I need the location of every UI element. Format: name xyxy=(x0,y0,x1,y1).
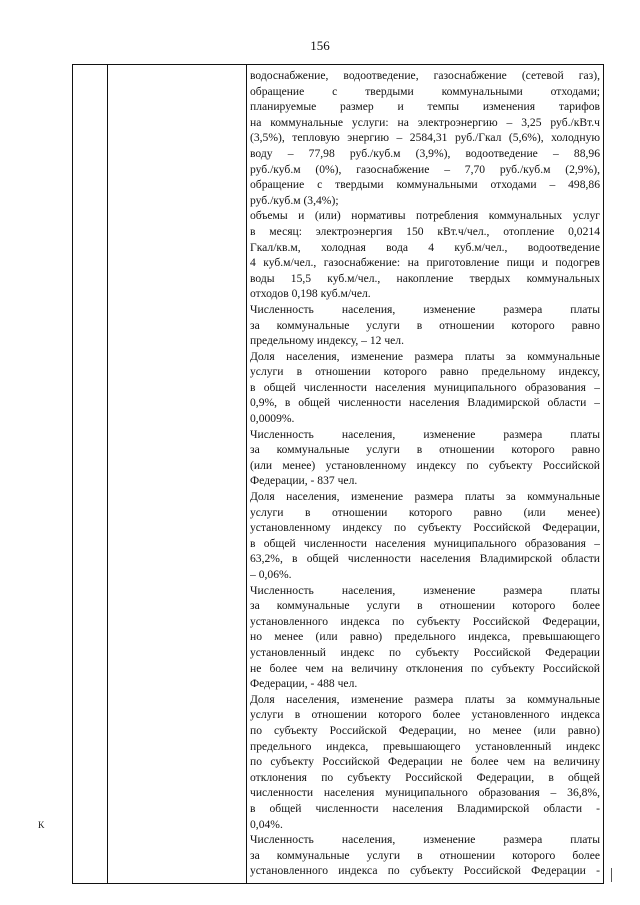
table-column-divider-2 xyxy=(246,64,247,884)
text-line: Численность населения, изменение размера платы xyxy=(250,583,600,597)
text-line: за коммунальные услуги в отношении которого равно xyxy=(250,318,600,332)
page-number: 156 xyxy=(310,38,330,53)
text-line: в месяц: электроэнергия 150 кВт.ч/чел., отопление 0,0214 xyxy=(250,224,600,238)
text-line: – 0,06%. xyxy=(250,568,292,581)
text-line: Доля населения, изменение размера платы за коммунальные xyxy=(250,490,600,504)
text-line: за коммунальные услуги в отношении которого равно xyxy=(250,443,600,457)
text-line: Доля населения, изменение размера платы за коммунальные xyxy=(250,349,600,363)
table-cell-text xyxy=(250,68,600,879)
text-line: (или менее) установленному индексу по субъекту Российской xyxy=(250,458,600,472)
text-line: 4 куб.м/чел., газоснабжение: на приготовление пищи и подогрев xyxy=(250,256,600,270)
text-line: Численность населения, изменение размера платы xyxy=(250,833,600,847)
margin-mark: K xyxy=(38,820,45,830)
text-line: услуги в отношении которого более установленного индекса xyxy=(250,708,600,722)
text-line: за коммунальные услуги в отношении которого более xyxy=(250,599,600,613)
text-line: услуги в отношении которого равно предельному индексу, xyxy=(250,365,600,379)
text-line: установленного индекса по субъекту Российской Федерации, xyxy=(250,614,600,628)
text-line: планируемые размер и темпы изменения тарифов xyxy=(250,100,600,114)
text-line: не более чем на величину отклонения по субъекту Российской xyxy=(250,661,600,675)
text-line: 0,9%, в общей численности населения Владимирской области – xyxy=(250,396,600,410)
text-line: установленного индекса по субъекту Российской Федерации - xyxy=(250,864,600,878)
edge-tick xyxy=(611,868,612,882)
text-line: предельному индексу, – 12 чел. xyxy=(250,334,404,348)
text-line: воду – 77,98 руб./куб.м (3,9%), водоотведение – 88,96 xyxy=(250,146,600,160)
text-line: в общей численности населения муниципального образования – xyxy=(250,536,600,550)
text-line: (3,5%), тепловую энергию – 2584,31 руб./Гкал (5,6%), холодную xyxy=(250,131,600,145)
text-line: установленный индекс по субъекту Российской Федерации xyxy=(250,645,600,659)
text-line: Численность населения, изменение размера платы xyxy=(250,302,600,316)
text-line: 0,04%. xyxy=(250,817,283,831)
text-line: 0,0009%. xyxy=(250,412,295,426)
text-line: на коммунальные услуги: на электроэнергию – 3,25 руб./кВт.ч xyxy=(250,115,600,129)
text-line: Численность населения, изменение размера платы xyxy=(250,427,600,441)
text-line: воды 15,5 куб.м/чел., накопление твердых коммунальных xyxy=(250,271,600,285)
table-column-divider-1 xyxy=(107,64,108,884)
text-line: руб./куб.м (3,4%); xyxy=(250,193,339,207)
text-line: руб./куб.м (0%), газоснабжение – 7,70 руб./куб.м (2,9%), xyxy=(250,162,600,176)
text-line: обращение с твердыми коммунальными отходами; xyxy=(250,84,600,98)
text-line: Федерации, - 488 чел. xyxy=(250,677,358,691)
text-line: но менее (или равно) предельного индекса, превышающего xyxy=(250,630,600,644)
text-line: Доля населения, изменение размера платы за коммунальные xyxy=(250,692,600,706)
text-line: численности населения муниципального образования – 36,8%, xyxy=(250,786,600,800)
text-line: по субъекту Российской Федерации, но менее (или равно) xyxy=(250,723,600,737)
text-line: объемы и (или) нормативы потребления коммунальных услуг xyxy=(250,209,600,223)
text-line: Федерации, - 837 чел. xyxy=(250,474,358,488)
text-line: водоснабжение, водоотведение, газоснабжение (сетевой газ), xyxy=(250,69,600,82)
text-line: 63,2%, в общей численности населения Владимирской области xyxy=(250,552,600,566)
text-line: услуги в отношении которого равно (или менее) xyxy=(250,505,600,519)
text-line: предельного индекса, превышающего установленный индекс xyxy=(250,739,600,753)
text-line: обращение с твердыми коммунальными отходами – 498,86 xyxy=(250,178,600,192)
text-line: за коммунальные услуги в отношении которого более xyxy=(250,848,600,862)
text-line: в общей численности населения муниципального образования – xyxy=(250,380,600,394)
text-line: по субъекту Российской Федерации не более чем на величину xyxy=(250,755,600,769)
text-line: в общей численности населения Владимирской области - xyxy=(250,801,600,815)
text-line: установленному индексу по субъекту Российской Федерации, xyxy=(250,521,600,535)
text-line: Гкал/кв.м, холодная вода 4 куб.м/чел., водоотведение xyxy=(250,240,600,254)
text-line: отклонения по субъекту Российской Федерации, в общей xyxy=(250,770,600,784)
text-line: отходов 0,198 куб.м/чел. xyxy=(250,287,371,301)
